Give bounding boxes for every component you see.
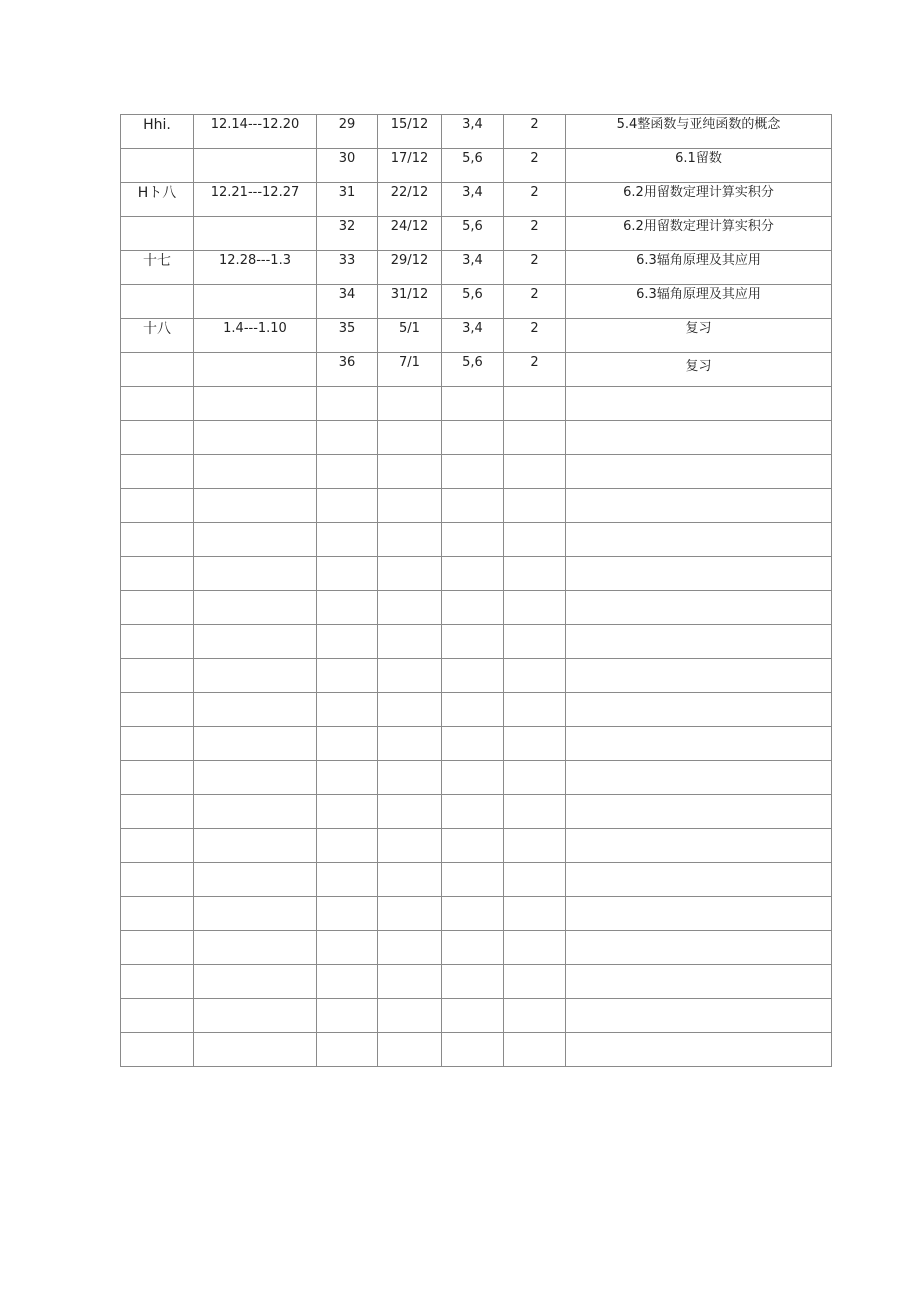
empty-cell bbox=[194, 455, 317, 489]
empty-cell bbox=[317, 829, 378, 863]
empty-cell bbox=[442, 455, 504, 489]
empty-cell bbox=[194, 489, 317, 523]
periods-cell: 3,4 bbox=[442, 183, 504, 217]
content-cell: 6.1留数 bbox=[566, 149, 832, 183]
empty-cell bbox=[121, 591, 194, 625]
empty-cell bbox=[378, 863, 442, 897]
content-cell: 6.2用留数定理计算实积分 bbox=[566, 183, 832, 217]
empty-cell bbox=[566, 795, 832, 829]
empty-cell bbox=[194, 625, 317, 659]
table-row bbox=[121, 353, 832, 387]
empty-table-row bbox=[121, 455, 832, 489]
empty-table-row bbox=[121, 387, 832, 421]
empty-table-row bbox=[121, 965, 832, 999]
empty-cell bbox=[566, 625, 832, 659]
empty-cell bbox=[317, 727, 378, 761]
dates-cell bbox=[194, 149, 317, 183]
empty-cell bbox=[504, 489, 566, 523]
empty-cell bbox=[121, 931, 194, 965]
empty-cell bbox=[121, 999, 194, 1033]
empty-cell bbox=[378, 897, 442, 931]
schedule-body bbox=[121, 115, 832, 1067]
empty-cell bbox=[504, 455, 566, 489]
empty-cell bbox=[317, 659, 378, 693]
empty-cell bbox=[378, 421, 442, 455]
empty-cell bbox=[317, 489, 378, 523]
empty-cell bbox=[442, 693, 504, 727]
empty-cell bbox=[378, 659, 442, 693]
empty-table-row bbox=[121, 591, 832, 625]
empty-cell bbox=[194, 523, 317, 557]
empty-table-row bbox=[121, 693, 832, 727]
lesson-number-cell: 29 bbox=[317, 115, 378, 149]
empty-cell bbox=[566, 455, 832, 489]
empty-cell bbox=[566, 387, 832, 421]
empty-cell bbox=[442, 795, 504, 829]
hours-cell: 2 bbox=[504, 115, 566, 149]
empty-cell bbox=[317, 591, 378, 625]
empty-cell bbox=[566, 693, 832, 727]
hours-cell: 2 bbox=[504, 319, 566, 353]
week-cell bbox=[121, 353, 194, 387]
empty-cell bbox=[442, 523, 504, 557]
periods-cell: 5,6 bbox=[442, 217, 504, 251]
empty-cell bbox=[194, 897, 317, 931]
empty-cell bbox=[121, 455, 194, 489]
empty-cell bbox=[194, 591, 317, 625]
empty-cell bbox=[121, 523, 194, 557]
empty-cell bbox=[317, 863, 378, 897]
lesson-number-cell: 32 bbox=[317, 217, 378, 251]
table-row bbox=[121, 149, 832, 183]
empty-cell bbox=[566, 931, 832, 965]
week-cell bbox=[121, 217, 194, 251]
empty-cell bbox=[566, 863, 832, 897]
empty-table-row bbox=[121, 897, 832, 931]
empty-cell bbox=[504, 523, 566, 557]
empty-cell bbox=[121, 863, 194, 897]
empty-cell bbox=[121, 557, 194, 591]
empty-cell bbox=[317, 795, 378, 829]
empty-cell bbox=[442, 557, 504, 591]
content-cell: 6.2用留数定理计算实积分 bbox=[566, 217, 832, 251]
empty-cell bbox=[121, 421, 194, 455]
week-cell: Hト八 bbox=[121, 183, 194, 217]
empty-cell bbox=[194, 557, 317, 591]
empty-cell bbox=[566, 557, 832, 591]
empty-cell bbox=[378, 557, 442, 591]
lesson-number-cell: 36 bbox=[317, 353, 378, 387]
week-cell: 十七 bbox=[121, 251, 194, 285]
empty-cell bbox=[194, 965, 317, 999]
content-cell: 6.3辐角原理及其应用 bbox=[566, 251, 832, 285]
empty-cell bbox=[442, 1033, 504, 1067]
periods-cell: 3,4 bbox=[442, 251, 504, 285]
empty-cell bbox=[504, 965, 566, 999]
empty-cell bbox=[504, 557, 566, 591]
empty-cell bbox=[442, 897, 504, 931]
empty-cell bbox=[194, 727, 317, 761]
empty-table-row bbox=[121, 523, 832, 557]
empty-cell bbox=[566, 727, 832, 761]
empty-cell bbox=[442, 829, 504, 863]
date-cell: 31/12 bbox=[378, 285, 442, 319]
date-cell: 29/12 bbox=[378, 251, 442, 285]
hours-cell: 2 bbox=[504, 353, 566, 387]
empty-cell bbox=[504, 931, 566, 965]
empty-cell bbox=[378, 795, 442, 829]
hours-cell: 2 bbox=[504, 285, 566, 319]
empty-cell bbox=[194, 421, 317, 455]
empty-cell bbox=[121, 761, 194, 795]
empty-cell bbox=[317, 557, 378, 591]
empty-cell bbox=[194, 659, 317, 693]
empty-cell bbox=[378, 455, 442, 489]
empty-cell bbox=[121, 659, 194, 693]
empty-cell bbox=[194, 795, 317, 829]
empty-cell bbox=[317, 761, 378, 795]
date-cell: 15/12 bbox=[378, 115, 442, 149]
content-cell: 5.4整函数与亚纯函数的概念 bbox=[566, 115, 832, 149]
hours-cell: 2 bbox=[504, 217, 566, 251]
lesson-number-cell: 31 bbox=[317, 183, 378, 217]
hours-cell: 2 bbox=[504, 251, 566, 285]
empty-cell bbox=[566, 829, 832, 863]
empty-cell bbox=[378, 999, 442, 1033]
hours-cell: 2 bbox=[504, 149, 566, 183]
lesson-number-cell: 34 bbox=[317, 285, 378, 319]
table-row bbox=[121, 217, 832, 251]
empty-table-row bbox=[121, 1033, 832, 1067]
empty-cell bbox=[378, 1033, 442, 1067]
empty-cell bbox=[442, 761, 504, 795]
empty-cell bbox=[504, 761, 566, 795]
empty-cell bbox=[194, 931, 317, 965]
empty-table-row bbox=[121, 931, 832, 965]
empty-cell bbox=[317, 455, 378, 489]
empty-cell bbox=[194, 1033, 317, 1067]
empty-cell bbox=[317, 523, 378, 557]
empty-cell bbox=[317, 1033, 378, 1067]
periods-cell: 3,4 bbox=[442, 115, 504, 149]
empty-cell bbox=[566, 897, 832, 931]
content-cell: 复习 bbox=[566, 353, 832, 387]
empty-table-row bbox=[121, 727, 832, 761]
periods-cell: 3,4 bbox=[442, 319, 504, 353]
empty-cell bbox=[378, 965, 442, 999]
date-cell: 24/12 bbox=[378, 217, 442, 251]
empty-cell bbox=[442, 965, 504, 999]
empty-cell bbox=[504, 999, 566, 1033]
empty-cell bbox=[121, 489, 194, 523]
content-cell: 6.3辐角原理及其应用 bbox=[566, 285, 832, 319]
empty-cell bbox=[442, 863, 504, 897]
empty-table-row bbox=[121, 489, 832, 523]
empty-cell bbox=[442, 591, 504, 625]
empty-cell bbox=[566, 999, 832, 1033]
empty-table-row bbox=[121, 625, 832, 659]
empty-cell bbox=[194, 863, 317, 897]
hours-cell: 2 bbox=[504, 183, 566, 217]
empty-cell bbox=[121, 625, 194, 659]
empty-cell bbox=[504, 591, 566, 625]
empty-table-row bbox=[121, 761, 832, 795]
empty-cell bbox=[317, 625, 378, 659]
empty-cell bbox=[317, 421, 378, 455]
empty-cell bbox=[378, 523, 442, 557]
empty-cell bbox=[378, 761, 442, 795]
schedule-table bbox=[120, 114, 832, 1067]
empty-cell bbox=[317, 999, 378, 1033]
empty-cell bbox=[566, 591, 832, 625]
empty-cell bbox=[317, 897, 378, 931]
empty-cell bbox=[566, 1033, 832, 1067]
empty-table-row bbox=[121, 829, 832, 863]
week-cell bbox=[121, 285, 194, 319]
empty-cell bbox=[504, 863, 566, 897]
empty-cell bbox=[378, 727, 442, 761]
empty-cell bbox=[442, 387, 504, 421]
empty-cell bbox=[194, 829, 317, 863]
empty-cell bbox=[504, 693, 566, 727]
dates-cell: 12.14---12.20 bbox=[194, 115, 317, 149]
empty-cell bbox=[504, 795, 566, 829]
empty-cell bbox=[442, 727, 504, 761]
empty-cell bbox=[317, 931, 378, 965]
empty-table-row bbox=[121, 863, 832, 897]
empty-cell bbox=[121, 795, 194, 829]
empty-cell bbox=[378, 693, 442, 727]
table-row bbox=[121, 251, 832, 285]
empty-cell bbox=[378, 489, 442, 523]
empty-cell bbox=[121, 897, 194, 931]
date-cell: 17/12 bbox=[378, 149, 442, 183]
empty-cell bbox=[121, 1033, 194, 1067]
periods-cell: 5,6 bbox=[442, 149, 504, 183]
table-row bbox=[121, 285, 832, 319]
empty-cell bbox=[442, 421, 504, 455]
empty-cell bbox=[504, 1033, 566, 1067]
empty-cell bbox=[121, 965, 194, 999]
dates-cell: 1.4---1.10 bbox=[194, 319, 317, 353]
empty-cell bbox=[378, 829, 442, 863]
content-cell: 复习 bbox=[566, 319, 832, 353]
empty-cell bbox=[194, 693, 317, 727]
table-row bbox=[121, 183, 832, 217]
empty-table-row bbox=[121, 659, 832, 693]
dates-cell: 12.28---1.3 bbox=[194, 251, 317, 285]
empty-cell bbox=[194, 999, 317, 1033]
lesson-number-cell: 33 bbox=[317, 251, 378, 285]
date-cell: 5/1 bbox=[378, 319, 442, 353]
empty-table-row bbox=[121, 795, 832, 829]
empty-cell bbox=[121, 829, 194, 863]
empty-cell bbox=[504, 659, 566, 693]
empty-cell bbox=[566, 523, 832, 557]
empty-cell bbox=[121, 693, 194, 727]
empty-cell bbox=[317, 387, 378, 421]
empty-cell bbox=[442, 625, 504, 659]
empty-cell bbox=[378, 591, 442, 625]
week-cell: 十八 bbox=[121, 319, 194, 353]
empty-cell bbox=[442, 931, 504, 965]
table-row bbox=[121, 115, 832, 149]
empty-cell bbox=[504, 625, 566, 659]
empty-table-row bbox=[121, 999, 832, 1033]
empty-cell bbox=[566, 761, 832, 795]
empty-cell bbox=[317, 965, 378, 999]
empty-cell bbox=[378, 931, 442, 965]
lesson-number-cell: 30 bbox=[317, 149, 378, 183]
week-cell: Hhi. bbox=[121, 115, 194, 149]
empty-cell bbox=[378, 625, 442, 659]
empty-cell bbox=[566, 421, 832, 455]
empty-cell bbox=[442, 999, 504, 1033]
empty-cell bbox=[504, 387, 566, 421]
empty-cell bbox=[504, 421, 566, 455]
empty-cell bbox=[504, 829, 566, 863]
dates-cell bbox=[194, 217, 317, 251]
empty-table-row bbox=[121, 557, 832, 591]
empty-cell bbox=[442, 659, 504, 693]
empty-cell bbox=[121, 387, 194, 421]
date-cell: 7/1 bbox=[378, 353, 442, 387]
periods-cell: 5,6 bbox=[442, 353, 504, 387]
empty-cell bbox=[442, 489, 504, 523]
dates-cell bbox=[194, 285, 317, 319]
week-cell bbox=[121, 149, 194, 183]
empty-cell bbox=[566, 489, 832, 523]
empty-cell bbox=[194, 387, 317, 421]
empty-cell bbox=[378, 387, 442, 421]
table-row bbox=[121, 319, 832, 353]
lesson-number-cell: 35 bbox=[317, 319, 378, 353]
empty-cell bbox=[566, 659, 832, 693]
empty-cell bbox=[504, 897, 566, 931]
dates-cell: 12.21---12.27 bbox=[194, 183, 317, 217]
empty-cell bbox=[194, 761, 317, 795]
dates-cell bbox=[194, 353, 317, 387]
periods-cell: 5,6 bbox=[442, 285, 504, 319]
empty-cell bbox=[504, 727, 566, 761]
empty-cell bbox=[566, 965, 832, 999]
empty-cell bbox=[317, 693, 378, 727]
date-cell: 22/12 bbox=[378, 183, 442, 217]
empty-table-row bbox=[121, 421, 832, 455]
empty-cell bbox=[121, 727, 194, 761]
